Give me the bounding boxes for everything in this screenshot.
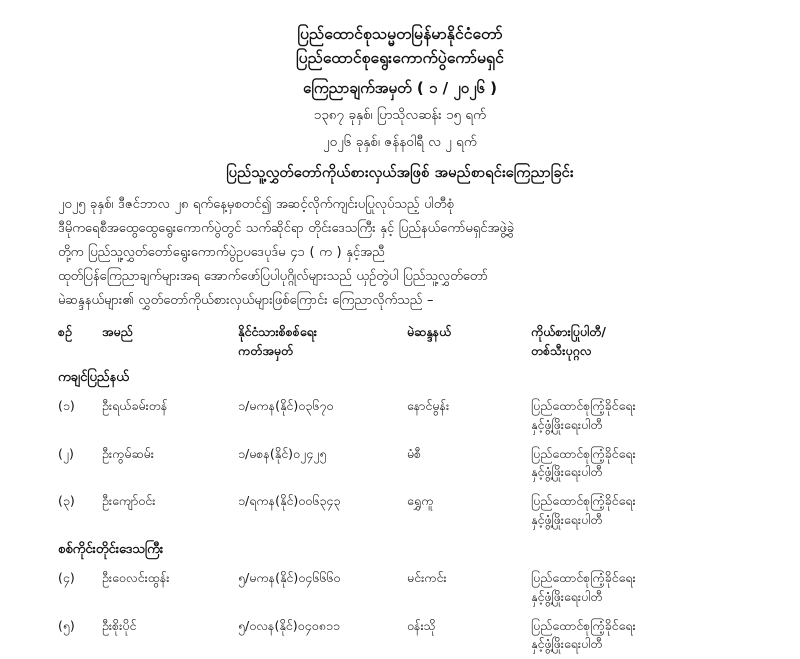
row-party bbox=[531, 487, 742, 535]
column-header-name: အမည် bbox=[102, 324, 133, 340]
row-name: ဦးကျော်ဝင်း bbox=[102, 493, 156, 509]
announcement-number: ကြေညာချက်အမှတ် ( ၁ / ၂၀၂၆ ) bbox=[302, 79, 498, 98]
row-township: ရွှေကူ bbox=[407, 493, 434, 509]
row-party bbox=[531, 440, 742, 488]
row-party-line1: ပြည်ထောင်စုကြံ့ခိုင်ရေး bbox=[531, 398, 636, 414]
row-name: ဦးကွမ်ဆမ်း bbox=[102, 445, 154, 461]
date-gregorian: ၂၀၂၆ ခုနှစ်၊ ဇန်နဝါရီ လ ၂ ရက် bbox=[322, 133, 478, 150]
row-name: ဦးဝေလင်းထွန်း bbox=[102, 570, 170, 586]
table-row bbox=[58, 440, 742, 488]
row-township: မင်းကင်း bbox=[407, 570, 447, 586]
table-row bbox=[58, 487, 742, 535]
row-party-line2: နှင့်ဖွံ့ဖြိုးရေးပါတီ bbox=[531, 511, 603, 527]
column-header-no: စဉ် bbox=[58, 324, 72, 340]
table-body bbox=[58, 363, 742, 659]
row-party-line2: နှင့်ဖွံ့ဖြိုးရေးပါတီ bbox=[531, 636, 603, 652]
row-name: ဦးရယ်ခမ်းတန် bbox=[102, 398, 168, 414]
column-header-township: မဲဆန္ဒနယ် bbox=[407, 324, 452, 340]
row-party-line2: နှင့်ဖွံ့ဖြိုးရေးပါတီ bbox=[531, 588, 603, 604]
row-nrc: ၅/မကန(နိုင်)၀၄၆၆၆၀ bbox=[238, 570, 341, 586]
row-party-line1: ပြည်ထောင်စုကြံ့ခိုင်ရေး bbox=[531, 445, 636, 461]
row-township: နောင်မွန်း bbox=[407, 398, 450, 414]
body-line-1: ၂၀၂၅ ခုနှစ်၊ ဒီဇင်ဘာလ ၂၈ ရက်နေ့မှစတင်၍ အဆင့်လိုက်ကျင်းပပြုလုပ်သည့် ပါတီစုံ bbox=[58, 196, 454, 212]
table-row bbox=[58, 564, 742, 612]
section-row bbox=[58, 363, 742, 393]
row-name: ဦးစိုးပိုင် bbox=[102, 617, 137, 633]
section-title-kachin: ကချင်ပြည်နယ် bbox=[58, 369, 129, 385]
section-title-sagaing: စစ်ကိုင်းတိုင်းဒေသကြီး bbox=[58, 541, 164, 557]
column-header-party-line2: တစ်သီးပုဂ္ဂလ bbox=[531, 342, 592, 358]
row-party bbox=[531, 564, 742, 612]
table-row bbox=[58, 392, 742, 440]
row-party-line1: ပြည်ထောင်စုကြံ့ခိုင်ရေး bbox=[531, 570, 636, 586]
header-country: ပြည်ထောင်စုသမ္မတမြန်မာနိုင်ငံတော် bbox=[297, 25, 503, 43]
column-header-party-line1: ကိုယ်စားပြုပါတီ/ bbox=[531, 324, 606, 340]
column-header-party bbox=[531, 323, 742, 363]
row-nrc: ၁/မစန(နိုင်)၀၂၄၂၅ bbox=[238, 445, 327, 461]
body-line-2: ဒီမိုကရေစီအထွေထွေရွေးကောက်ပွဲတွင် သက်ဆိုင်ရာ တိုင်းဒေသကြီး နှင့် ပြည်နယ်ကော်မရှင်အဖွဲ့ခွဲ bbox=[58, 220, 515, 236]
header-commission: ပြည်ထောင်စုရွေးကောက်ပွဲကော်မရှင် bbox=[296, 49, 504, 68]
row-no: (၁) bbox=[58, 398, 75, 414]
row-nrc: ၁/ရကန(နိုင်)၀၀၆၃၄၃ bbox=[238, 493, 341, 509]
row-party-line2: နှင့်ဖွံ့ဖြိုးရေးပါတီ bbox=[531, 416, 603, 432]
column-header-nrc bbox=[238, 323, 407, 363]
body-line-3: တို့က ပြည်သူ့လွှတ်တော်ရွေးကောက်ပွဲဥပဒေပုဒ်မ ၄၁ ( က ) နှင့်အညီ bbox=[58, 245, 385, 260]
row-party-line1: ပြည်ထောင်စုကြံ့ခိုင်ရေး bbox=[531, 493, 636, 509]
row-township: မံစီ bbox=[407, 445, 422, 461]
body-line-5: မဲဆန္ဒနယ်များ၏ လွှတ်တော်ကိုယ်စားလှယ်များဖြစ်ကြောင်း ကြေညာလိုက်သည် – bbox=[58, 293, 434, 309]
row-nrc: ၁/မကန(နိုင်)၀၃၆၇၀ bbox=[238, 398, 334, 414]
table-header-row bbox=[58, 323, 742, 363]
row-party bbox=[531, 392, 742, 440]
page-title: ပြည်သူ့လွှတ်တော်ကိုယ်စားလှယ်အဖြစ် အမည်စာရင်းကြေညာခြင်း bbox=[226, 164, 574, 181]
table-header bbox=[58, 323, 742, 363]
row-no: (၃) bbox=[58, 493, 75, 509]
row-no: (၄) bbox=[58, 570, 75, 586]
representatives-table bbox=[58, 323, 742, 659]
row-no: (၂) bbox=[58, 445, 74, 461]
document-header bbox=[58, 22, 742, 154]
column-header-nrc-line1: နိုင်ငံသားစိစစ်ရေး bbox=[238, 324, 317, 340]
row-township: ဝန်းသို bbox=[407, 617, 436, 633]
body-paragraph bbox=[58, 193, 742, 313]
date-myanmar-era: ၁၃၈၇ ခုနှစ်၊ ပြာသိုလဆန်း ၁၅ ရက် bbox=[313, 107, 487, 124]
row-nrc: ၅/ဝလန(နိုင်)၀၄၀၈၁၁ bbox=[238, 617, 340, 633]
row-party-line1: ပြည်ထောင်စုကြံ့ခိုင်ရေး bbox=[531, 617, 636, 633]
row-party bbox=[531, 612, 742, 659]
row-no: (၅) bbox=[58, 617, 75, 633]
column-header-nrc-line2: ကတ်အမှတ် bbox=[238, 342, 294, 358]
section-row bbox=[58, 535, 742, 565]
body-line-4: ထုတ်ပြန်ကြေညာချက်များအရ အောက်ဖော်ပြပါပုဂ္ဂိုလ်များသည် ယှဉ်တွဲပါ ပြည်သူ့လွှတ်တော် bbox=[58, 269, 488, 285]
table-row bbox=[58, 612, 742, 659]
row-party-line2: နှင့်ဖွံ့ဖြိုးရေးပါတီ bbox=[531, 464, 603, 480]
